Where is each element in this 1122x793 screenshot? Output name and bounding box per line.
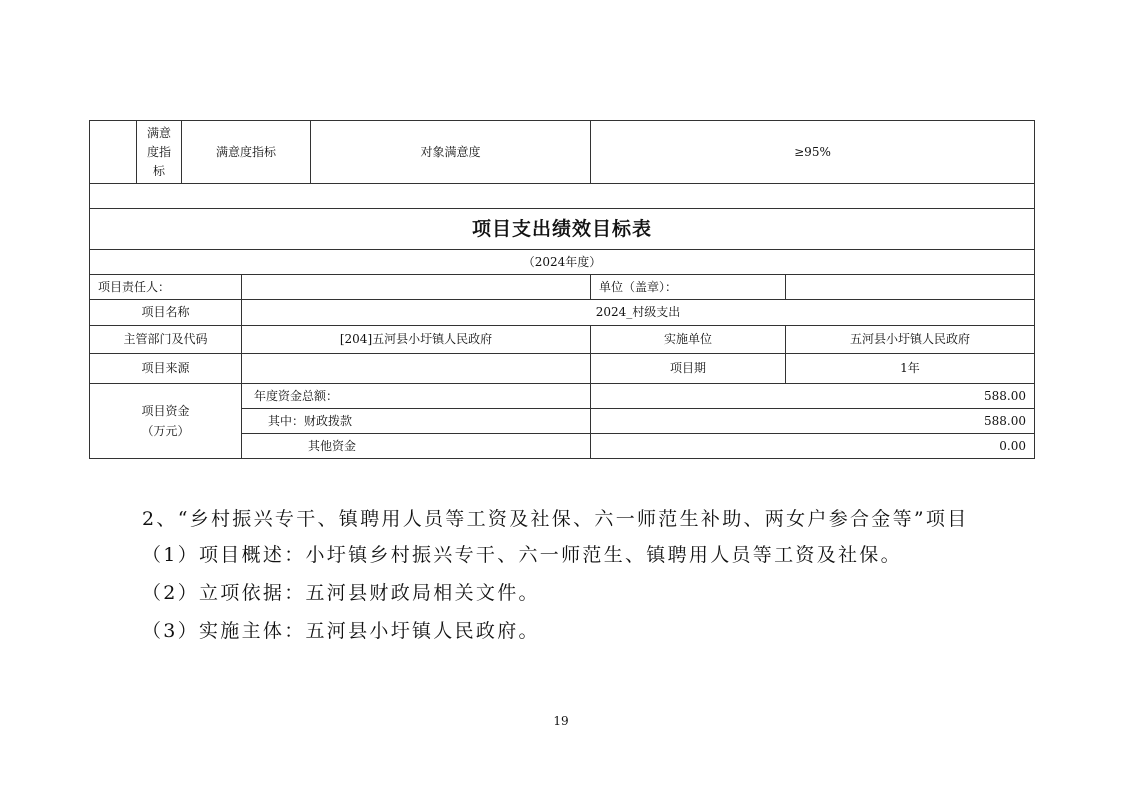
project-name-label: 项目名称 (141, 305, 190, 319)
project-name-value: 2024_村级支出 (595, 305, 681, 319)
category-label-line-2: 度指 (146, 144, 171, 159)
section-heading: 2、“乡村振兴专干、镇聘用人员等工资及社保、六一师范生补助、两女户参合金等”项目 (142, 508, 969, 530)
impl-unit-label: 实施单位 (663, 332, 712, 346)
indicator-cell: 对象满意度 (420, 144, 481, 159)
funds-label (90, 384, 241, 458)
period-label: 项目期 (669, 361, 706, 375)
item-overview: （1）项目概述：小圩镇乡村振兴专干、六一师范生、镇聘用人员等工资及社保。 (142, 544, 902, 566)
category-label-line-1: 满意 (146, 125, 171, 140)
subcategory-cell: 满意度指标 (215, 144, 276, 159)
page-number: 19 (553, 713, 569, 728)
source-value (242, 354, 590, 383)
responsible-value (242, 275, 590, 299)
form-year: （2024年度） (522, 254, 602, 269)
funds-label-line-2: （万元） (141, 424, 190, 438)
unit-label: 单位（盖章）： (599, 279, 678, 294)
responsible-label: 项目责任人： (98, 279, 171, 294)
other-funds-label: 其他资金 (308, 438, 357, 453)
impl-unit-value: 五河县小圩镇人民政府 (849, 332, 970, 346)
indicator-value-cell: ≥95% (794, 144, 831, 159)
fiscal-label: 其中：财政拨款 (268, 413, 353, 428)
dept-label: 主管部门及代码 (123, 332, 208, 346)
funds-label-line-1: 项目资金 (141, 404, 190, 418)
item-subject: （3）实施主体：五河县小圩镇人民政府。 (142, 620, 540, 642)
other-funds-value: 0.00 (999, 438, 1026, 453)
fiscal-value: 588.00 (984, 413, 1026, 428)
period-value: 1年 (900, 361, 920, 375)
category-label-line-3: 标 (152, 163, 165, 178)
form-title: 项目支出绩效目标表 (471, 217, 652, 240)
source-label: 项目来源 (141, 361, 190, 375)
dept-value: [204]五河县小圩镇人民政府 (339, 332, 493, 346)
item-basis: （2）立项依据：五河县财政局相关文件。 (142, 582, 540, 604)
annual-total-label: 年度资金总额： (254, 388, 339, 403)
annual-total-value: 588.00 (984, 388, 1026, 403)
category-label (137, 121, 181, 183)
unit-value (786, 275, 1034, 299)
